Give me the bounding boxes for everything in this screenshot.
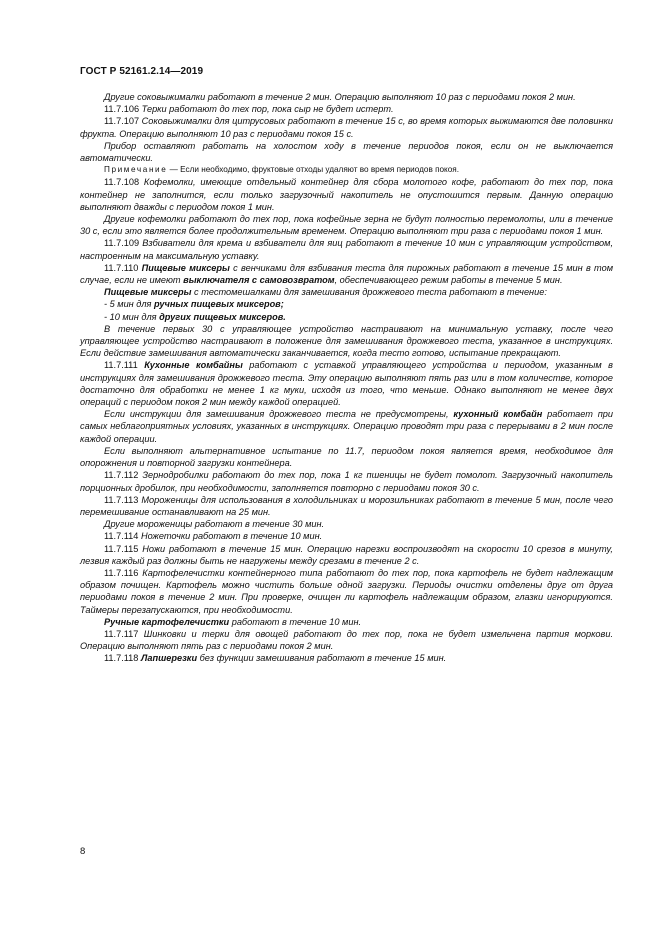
clause-11-7-106 (80, 103, 613, 115)
note-label: Примечание (104, 165, 168, 175)
paragraph-text: Ножи работают в течение 15 мин. Операцию нарезки воспроизводят на скорости 10 срезов в минуту, лезвия каждый раз должны быть не нагружены между срезами в течение 2 с. (80, 543, 613, 566)
paragraph (80, 445, 613, 469)
paragraph (80, 408, 613, 445)
paragraph (80, 286, 613, 298)
paragraph (80, 616, 613, 628)
paragraph-text: Кофемолки, имеющие отдельный контейнер для сбора молотого кофе, работают до тех пор, пока контейнер не заполнится, если только загрузочный накопитель не опустошится первым. Данную операцию выполняют дважды с периодом покоя 1 мин. (80, 177, 613, 212)
paragraph-text: Соковыжималки для цитрусовых работают в течение 15 с, во время которых выжимаются две половинки фрукта. Операцию выполняют 10 раз с периодами покоя 15 с. (80, 116, 613, 139)
paragraph-text: Другие соковыжималки работают в течение 2 мин. Операцию выполняют 10 раз с периодами покоя 2 мин. (104, 92, 576, 102)
paragraph-text: Картофелечистки контейнерного типа работают до тех пор, пока картофель не будет надлежащим образом почищен. Картофель можно чистить больше одной загрузки. Периоды очистки отделены друг от друга периодами покоя в течение 2 мин. При проверке, очищен ли картофель надлежащим образом, глазки игнорируются. Таймеры перезапускаются, при необходимости. (80, 567, 613, 615)
paragraph-text: Прибор оставляют работать на холостом ходу в течение периодов покоя, если он не выключается автоматически. (80, 140, 613, 164)
paragraph-text: Если инструкции для замешивания дрожжевого теста не предусмотрены, (104, 409, 454, 420)
note (80, 164, 613, 176)
clause-11-7-111 (80, 359, 613, 408)
bold-term: выключателя с самовозвратом (183, 275, 335, 286)
paragraph-text: работают в течение 10 мин. (229, 616, 362, 627)
bold-term: ручных пищевых миксеров; (154, 299, 284, 310)
clause-number: 11.7.108 (104, 177, 140, 188)
bold-term: Лапшерезки (140, 653, 198, 664)
paragraph-text: Зернодробилки работают до тех пор, пока 1 кг пшеницы не будет помолот. Загрузочный накопитель порционных дробилок, при необходимости, заполняется повторно с периодами покоя 30 с. (80, 470, 613, 493)
paragraph-text: без функции замешивания работают в течение 15 мин. (197, 653, 447, 664)
paragraph (80, 91, 613, 103)
paragraph (80, 323, 613, 360)
clause-11-7-110 (80, 262, 613, 286)
paragraph-text: Взбиватели для крема и взбиватели для яиц работают в течение 10 мин с управляющим устройством, настроенным на максимальную уставку. (80, 238, 613, 261)
clause-11-7-108 (80, 176, 613, 213)
paragraph-text: работает при самых неблагоприятных условиях, указанных в инструкциях. Операцию проводят три раза с перерывами в 2 мин после каждой операции. (80, 409, 613, 444)
list-item-text: - 10 мин для (104, 311, 160, 322)
paragraph-text: Другие кофемолки работают до тех пор, пока кофейные зерна не будут полностью перемолоты, или в течение 30 с, если это является более продолжительным временем. Операцию выполняют три раза с периодами покоя 1 мин. (80, 214, 613, 237)
clause-number: 11.7.114 (104, 531, 139, 542)
clause-number: 11.7.117 (104, 628, 139, 639)
paragraph (80, 518, 613, 530)
clause-number: 11.7.106 (104, 104, 140, 115)
bold-term: других пищевых миксеров. (159, 311, 286, 322)
clause-11-7-117 (80, 628, 613, 652)
document-header: ГОСТ Р 52161.2.14—2019 (80, 66, 204, 77)
paragraph-text: Терки работают до тех пор, пока сыр не будет истерт. (139, 104, 394, 115)
document-body (80, 91, 613, 665)
bold-term: Ручные картофелечистки (104, 616, 230, 627)
bold-term: Пищевые миксеры (141, 262, 230, 273)
clause-11-7-115 (80, 543, 613, 567)
clause-number: 11.7.109 (104, 238, 140, 249)
paragraph-text: Другие мороженицы работают в течение 30 мин. (104, 519, 325, 530)
paragraph-text: работают с уставкой управляющего устройства и периодом, указанным в инструкциях для замешивания дрожжевого теста. Эту операцию выполняют пять раз или в том количестве, которое достаточно для обработки не менее 1 кг муки, исходя из того, что меньше. Однако выполняют не менее двух операций с периодом покоя 2 мин между каждой операцией. (80, 360, 613, 408)
paragraph-text: В течение первых 30 с управляющее устройство настраивают на минимальную уставку, после чего управляющее устройство настраивают в положение для замешивания дрожжевого теста, указанное в инструкциях. Если действие замешивания автоматически заканчивается, когда тесто готово, испытание прекращают. (80, 323, 613, 359)
clause-number: 11.7.112 (104, 470, 139, 481)
page-number: 8 (80, 846, 86, 857)
clause-number: 11.7.118 (104, 653, 139, 664)
paragraph-text: Если выполняют альтернативное испытание по 11.7, периодом покоя является время, необходимое для опорожнения и повторной загрузки контейнера. (80, 445, 613, 469)
clause-11-7-112 (80, 469, 613, 493)
clause-number: 11.7.115 (104, 543, 139, 554)
clause-11-7-109 (80, 237, 613, 261)
clause-11-7-116 (80, 567, 613, 616)
paragraph (80, 140, 613, 164)
paragraph-text: Мороженицы для использования в холодильниках и морозильниках работают в течение 5 мин, после чего перемешивание останавливают на 25 мин. (80, 494, 613, 517)
note-text: — Если необходимо, фруктовые отходы удаляют во время периодов покоя. (167, 165, 459, 175)
clause-11-7-113 (80, 494, 613, 518)
clause-number: 11.7.113 (104, 494, 139, 505)
bold-term: Кухонные комбайны (144, 360, 243, 371)
paragraph (80, 213, 613, 237)
list-item (80, 311, 613, 323)
clause-11-7-114 (80, 530, 613, 542)
bold-term: Пищевые миксеры (104, 287, 192, 298)
clause-number: 11.7.107 (104, 116, 140, 127)
paragraph-text: с венчиками для взбивания теста для пирожных работают в течение 15 мин в том случае, если не имеют (80, 262, 613, 286)
clause-11-7-118 (80, 652, 613, 664)
paragraph-text: , обеспечивающего режим работы в течение 5 мин. (334, 275, 563, 286)
clause-number: 11.7.111 (104, 360, 138, 371)
list-item (80, 298, 613, 310)
paragraph-text: Шинковки и терки для овощей работают до тех пор, пока не будет измельчена партия моркови. Операцию выполняют пять раз с периодами покоя 2 мин. (80, 628, 613, 652)
clause-number: 11.7.110 (104, 262, 139, 273)
list-item-text: - 5 мин для (104, 299, 155, 310)
paragraph-text: с тестомешалками для замешивания дрожжевого теста работают в течение: (191, 287, 547, 298)
paragraph-text: Ножеточки работают в течение 10 мин. (138, 531, 323, 542)
bold-term: кухонный комбайн (453, 409, 543, 420)
clause-number: 11.7.116 (104, 567, 139, 578)
clause-11-7-107 (80, 115, 613, 139)
